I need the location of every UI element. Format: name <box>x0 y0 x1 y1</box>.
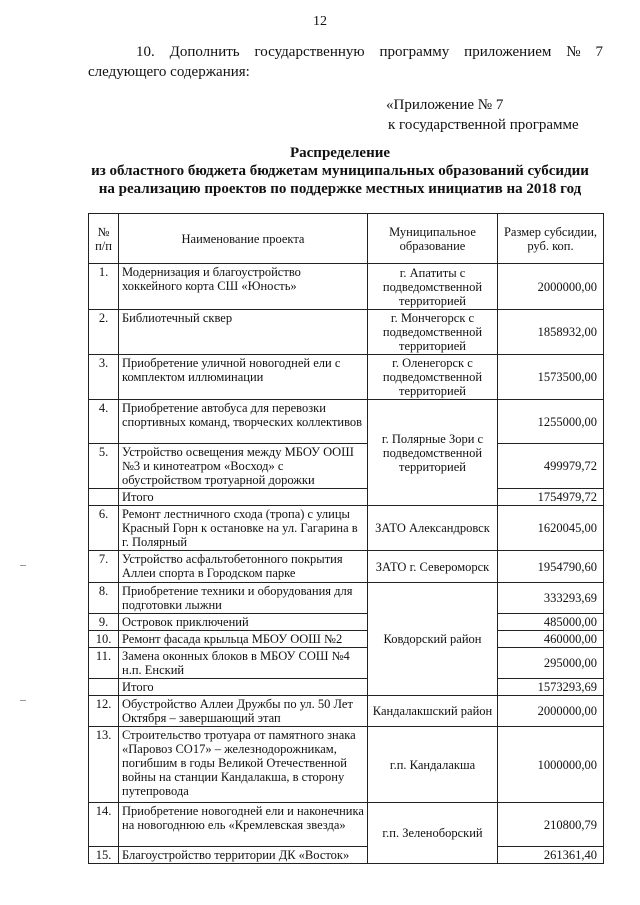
table-row: 12. Обустройство Аллеи Дружбы по ул. 50 Лет Октября – завершающий этап Кандалакшский район 2000000,00 <box>89 696 604 727</box>
table-row: 10. Ремонт фасада крыльца МБОУ ООШ №2 460000,00 <box>89 631 604 648</box>
table-heading: Распределение из областного бюджета бюджетам муниципальных образований субсидии на реализацию проектов по поддержке местных инициатив на 2018 год <box>91 145 589 197</box>
table-row: 1. Модернизация и благоустройство хоккейного корта СШ «Юность» г. Апатиты с подведомственной территорией 2000000,00 <box>89 264 604 310</box>
table-row: 11. Замена оконных блоков в МБОУ СОШ №4 н.п. Енский 295000,00 <box>89 648 604 679</box>
table-row: 8. Приобретение техники и оборудования для подготовки лыжни Ковдорский район 333293,69 <box>89 583 604 614</box>
table-row: 7. Устройство асфальтобетонного покрытия Аллеи спорта в Городском парке ЗАТО г. Североморск 1954790,60 <box>89 551 604 583</box>
header-row <box>89 214 604 264</box>
page-number: 12 <box>313 14 327 29</box>
merged-municipality-poliarnye: г. Полярные Зори с подведомственной территорией <box>368 400 498 506</box>
table-row: 9. Островок приключений 485000,00 <box>89 614 604 631</box>
appendix-reference: «Приложение № 7 к государственной программе <box>386 97 579 133</box>
margin-mark <box>20 700 26 701</box>
merged-municipality-kovdor: Ковдорский район <box>368 583 498 696</box>
header-municipality: Муниципальное образование <box>368 214 498 264</box>
header-sum: Размер субсидии, руб. коп. <box>498 214 604 264</box>
header-num: № п/п <box>89 214 119 264</box>
header-name: Наименование проекта <box>119 214 368 264</box>
table-row: 5. Устройство освещения между МБОУ ООШ №3 и кинотеатром «Восход» с обустройством тротуарной дорожки 499979,72 <box>89 444 604 489</box>
subsidy-table <box>88 213 604 864</box>
amendment-paragraph: 10. Дополнить государственную программу приложением № 7 следующего содержания: <box>88 44 603 80</box>
table-row: 15. Благоустройство территории ДК «Восток» 261361,40 <box>89 847 604 864</box>
subtotal-row: Итого 1573293,69 <box>89 679 604 696</box>
table-row: 3. Приобретение уличной новогодней ели с комплектом иллюминации г. Оленегорск с подведомственной территорией 1573500,00 <box>89 355 604 400</box>
margin-mark <box>20 565 26 566</box>
merged-municipality-zelenoborsky: г.п. Зеленоборский <box>368 803 498 864</box>
table-row: 2. Библиотечный сквер г. Мончегорск с подведомственной территорией 1858932,00 <box>89 310 604 355</box>
table-row: 4. Приобретение автобуса для перевозки спортивных команд, творческих коллективов г. Полярные Зори с подведомственной территорией 1255000,00 <box>89 400 604 444</box>
table-row: 14. Приобретение новогодней ели и наконечника на новогоднюю ель «Кремлевская звезда» г.п. Зеленоборский 210800,79 <box>89 803 604 847</box>
table-row: 13. Строительство тротуара от памятного знака «Паровоз СО17» – железнодорожникам, погибшим в годы Великой Отечественной войны на станции Кандалакша, в сторону путепровода г.п. Кандалакша 1000000,00 <box>89 727 604 803</box>
table-row: 6. Ремонт лестничного схода (тропа) с улицы Красный Горн к остановке на ул. Гагарина в г. Полярный ЗАТО Александровск 1620045,00 <box>89 506 604 551</box>
subtotal-row: Итого 1754979,72 <box>89 489 604 506</box>
